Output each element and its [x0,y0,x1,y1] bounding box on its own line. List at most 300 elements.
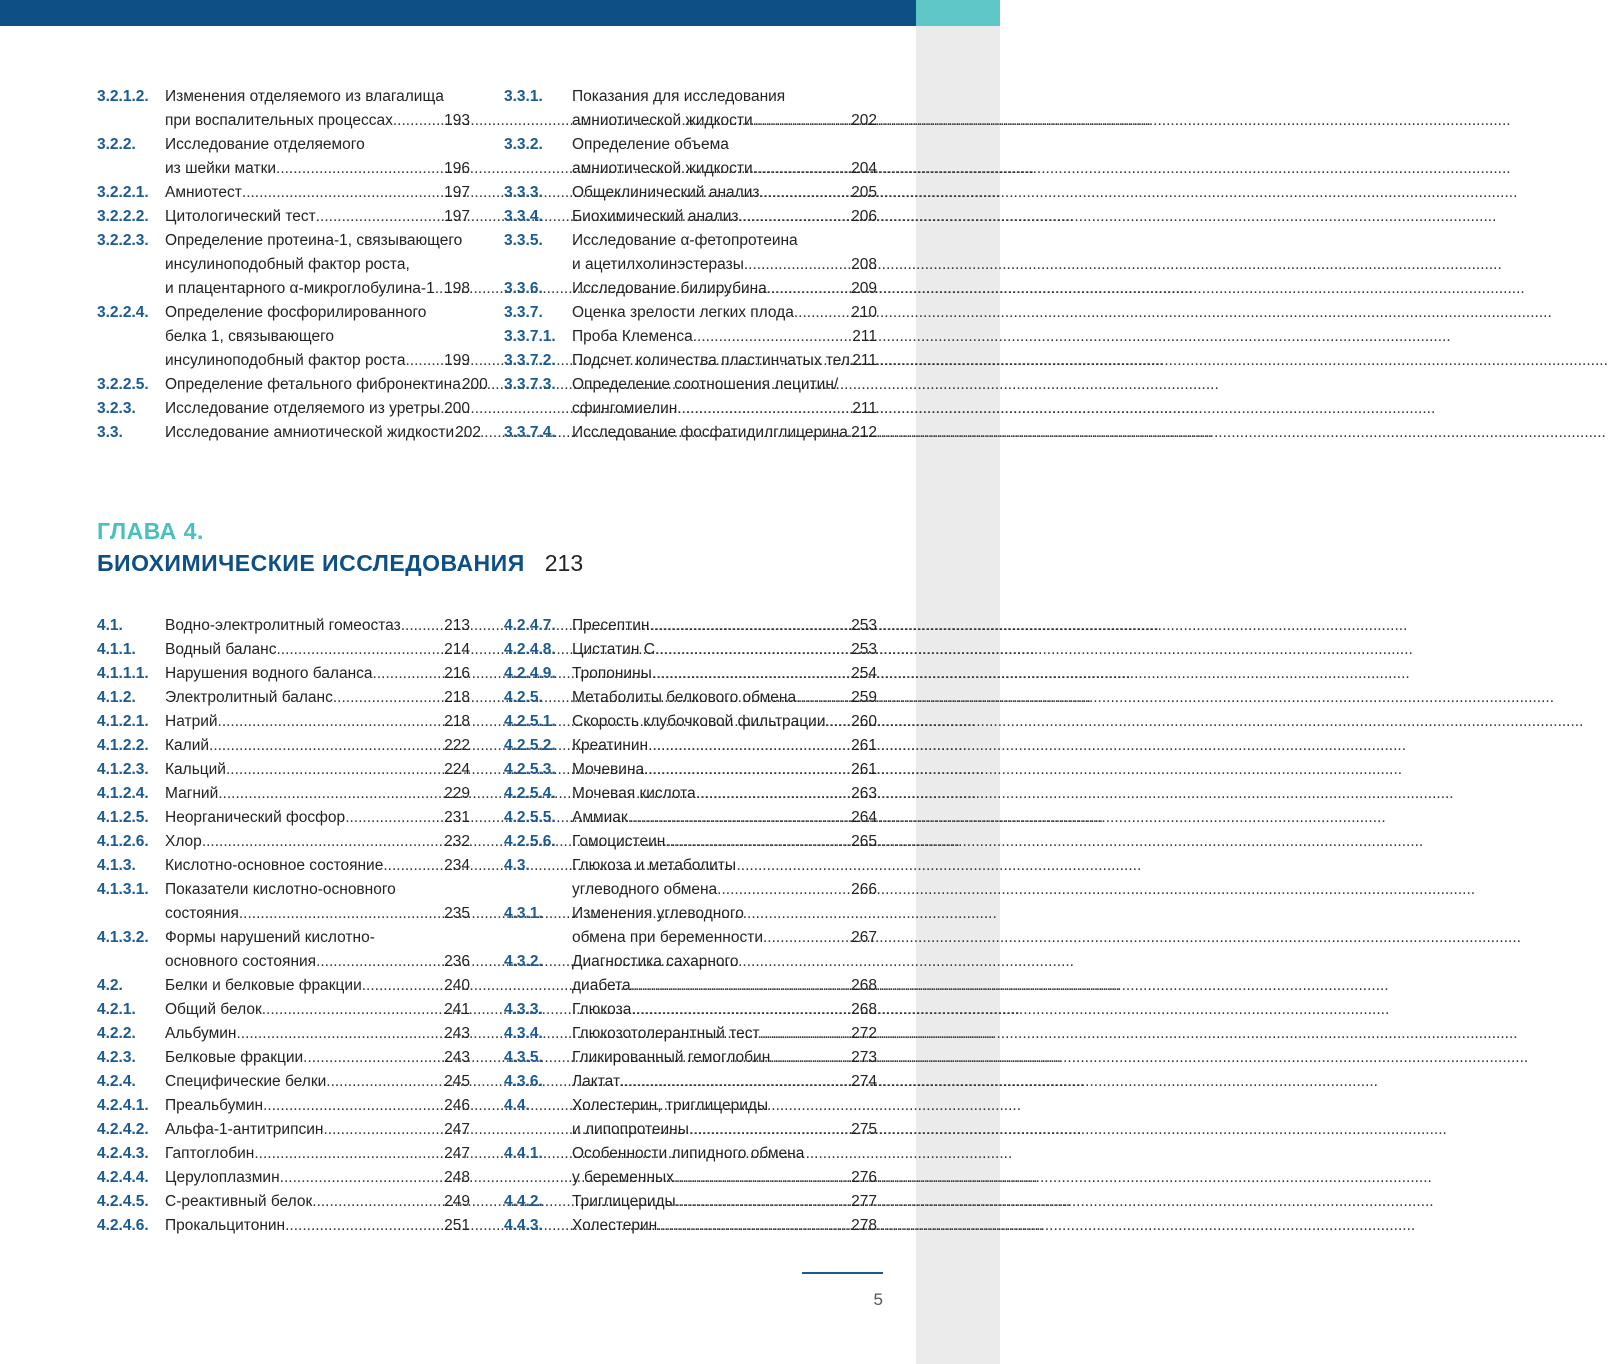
toc-entry-number: 3.2.2. [97,136,136,153]
toc-entry[interactable] [97,397,470,421]
toc-entry[interactable] [504,854,877,902]
toc-entry-page: 261 [851,761,877,778]
toc-entry[interactable] [97,686,470,710]
toc-entry-number: 4.1.2.1. [97,713,149,730]
toc-entry-number: 4.1.2.3. [97,761,149,778]
dot-leader [326,1070,443,1094]
toc-entry[interactable] [97,181,470,205]
toc-entry-page: 216 [444,665,470,682]
toc-entry-number: 4.2.4.5. [97,1193,149,1210]
dot-leader [677,397,851,421]
dot-leader [401,614,443,638]
dot-leader [303,1046,443,1070]
dot-leader [316,950,443,974]
toc-entry-page: 229 [444,785,470,802]
toc-entry-number: 4.1.2.6. [97,833,149,850]
toc-entry-title-line: обмена при беременности [572,929,763,946]
toc-entry-number: 4.2.3. [97,1049,136,1066]
dot-leader [263,1094,443,1118]
toc-entry[interactable] [97,974,470,998]
toc-entry-page: 268 [851,977,877,994]
toc-entry-title-line: Показатели кислотно-основного [165,881,396,898]
toc-entry-page: 251 [444,1217,470,1234]
toc-entry-number: 4.3.5. [504,1049,543,1066]
toc-entry-page: 272 [851,1025,877,1042]
toc-entry[interactable] [97,1142,470,1166]
dot-leader [693,325,852,349]
toc-entry-number: 4.3.6. [504,1073,543,1090]
chapter-page-number: 213 [544,550,584,576]
toc-entry-title-line: Изменения углеводного [572,905,744,922]
dot-leader [674,1166,850,1190]
toc-entry-title-line: Исследование отделяемого [165,136,365,153]
toc-entry-title-line: Метаболиты белкового обмена [572,689,797,706]
toc-entry-number: 3.3.7.3. [504,376,556,393]
toc-top-right-column [504,85,877,445]
toc-entry-title-line: Цистатин С [572,641,655,658]
toc-entry-number: 3.2.2.2. [97,208,149,225]
toc-entry-title-line: углеводного обмена [572,881,718,898]
toc-entry-number: 4.2.2. [97,1025,136,1042]
toc-entry-number: 4.2.4.2. [97,1121,149,1138]
toc-entry-page: 234 [444,857,470,874]
toc-entry-number: 4.2.5.1. [504,713,556,730]
toc-entry-number: 4.1.3.2. [97,929,149,946]
toc-entry-page: 266 [851,881,877,898]
dot-leader [242,181,443,205]
toc-entry-title-line: Водно-электролитный гомеостаз [165,617,401,634]
toc-entry[interactable] [97,878,470,926]
dot-leader [276,638,443,662]
toc-entry-page: 276 [851,1169,877,1186]
toc-entry-title-line: Креатинин [572,737,649,754]
toc-entry-page: 264 [851,809,877,826]
toc-entry-title-line: Церулоплазмин [165,1169,280,1186]
toc-entry-page: 199 [444,352,470,369]
dot-leader [696,782,850,806]
toc-entry[interactable] [504,686,877,710]
toc-entry[interactable] [504,133,877,181]
toc-entry[interactable] [97,734,470,758]
toc-entry-title-line: Исследование α-фетопротеина [572,232,798,249]
toc-entry-number: 4.3.1. [504,905,543,922]
header-bar [0,0,916,26]
toc-entry-title-line: Гликированный гемоглобин [572,1049,771,1066]
toc-entry-title-line: Аммиак [572,809,628,826]
toc-entry-page: 243 [444,1049,470,1066]
dot-leader [753,157,850,181]
toc-entry[interactable] [504,421,877,445]
toc-entry-title-line: Альбумин [165,1025,237,1042]
toc-entry-number: 3.3.7. [504,304,543,321]
toc-entry-page: 208 [851,256,877,273]
toc-entry-page: 200 [444,400,470,417]
toc-entry[interactable] [97,662,470,686]
toc-entry-title-line: Магний [165,785,219,802]
toc-entry-title-line: Формы нарушений кислотно- [165,929,375,946]
toc-entry-title-line: Оценка зрелости легких плода [572,304,794,321]
dot-leader [657,1214,850,1238]
toc-entry-title-line: Белки и белковые фракции [165,977,362,994]
toc-entry-number: 4.3. [504,857,530,874]
toc-entry-title-line: Подсчет количества пластинчатых тел [572,352,850,369]
toc-entry[interactable] [97,205,470,229]
dot-leader [770,1046,850,1070]
toc-entry-number: 4.2.5.6. [504,833,556,850]
toc-entry-page: 212 [851,424,877,441]
toc-entry-page: 245 [444,1073,470,1090]
toc-entry[interactable] [504,373,877,421]
toc-entry-page: 214 [444,641,470,658]
toc-entry-number: 4.2.5.4. [504,785,556,802]
toc-entry[interactable] [504,325,877,349]
dot-leader [202,830,443,854]
toc-entry[interactable] [504,710,877,734]
toc-entry-page: 253 [851,617,877,634]
toc-entry-page: 254 [851,665,877,682]
toc-entry-title-line: Мочевина [572,761,645,778]
toc-entry[interactable] [97,926,470,974]
dot-leader [767,277,850,301]
toc-entry-number: 3.2.3. [97,400,136,417]
toc-entry-number: 4.2.4.8. [504,641,556,658]
dot-leader [717,878,850,902]
toc-entry-title-line: и липопротеины [572,1121,689,1138]
dot-leader [631,974,850,998]
toc-entry-number: 4.1. [97,617,123,634]
toc-entry-title-line: Неорганический фосфор [165,809,346,826]
toc-entry[interactable] [97,133,470,181]
dot-leader [648,734,850,758]
toc-entry-number: 3.3.7.4. [504,424,556,441]
dot-leader [763,926,850,950]
toc-entry-page: 200 [461,376,488,393]
toc-entry-page: 218 [444,689,470,706]
toc-entry[interactable] [97,373,488,397]
toc-entry-page: 196 [444,160,470,177]
toc-entry-number: 4.1.3.1. [97,881,149,898]
dot-leader [280,1166,443,1190]
toc-entry-number: 4.2.5.3. [504,761,556,778]
toc-entry-page: 253 [851,641,877,658]
toc-entry-title-line: Тропонины [572,665,652,682]
toc-entry-title-line: Белковые фракции [165,1049,304,1066]
toc-entry-title-line: Показания для исследования [572,88,786,105]
toc-entry-title-line: и плацентарного α-микроглобулина-1 [165,280,435,297]
toc-entry-number: 3.3.3. [504,184,543,201]
toc-entry-page: 274 [851,1073,877,1090]
toc-entry[interactable] [504,1094,877,1142]
toc-top-left-column [97,85,488,445]
toc-entry-title-line: белка 1, связывающего [165,328,335,345]
toc-entry-number: 4.4.1. [504,1145,543,1162]
dot-leader [753,109,850,133]
toc-entry[interactable] [97,1214,470,1238]
toc-entry-title-line: у беременных [572,1169,674,1186]
toc-entry-title-line: Определение соотношения лецитин/ [572,376,839,393]
toc-entry[interactable] [504,806,877,830]
dot-leader [676,1190,850,1214]
toc-entry[interactable] [504,277,877,301]
toc-entry-title-line: из шейки матки [165,160,277,177]
toc-entry-title-line: Электролитный баланс [165,689,333,706]
toc-entry-page: 248 [444,1169,470,1186]
toc-entry-title-line: и ацетилхолинэстеразы [572,256,744,273]
toc-entry-number: 4.4.2. [504,1193,543,1210]
toc-entry-number: 4.2.5. [504,689,543,706]
toc-entry-title-line: Преальбумин [165,1097,264,1114]
dot-leader [760,1022,850,1046]
dot-leader [435,277,443,301]
toc-entry[interactable] [97,1094,470,1118]
toc-entry[interactable] [504,229,877,277]
dot-leader [373,662,444,686]
dot-leader [254,1142,443,1166]
toc-entry-page: 205 [851,184,877,201]
dot-leader [825,710,850,734]
chapter-title: БИОХИМИЧЕСКИЕ ИССЛЕДОВАНИЯ [97,550,525,576]
toc-entry-number: 3.3.4. [504,208,543,225]
toc-entry-number: 3.3.7.1. [504,328,556,345]
toc-entry-title-line: состояния [165,905,239,922]
toc-entry[interactable] [504,205,877,229]
dot-leader [218,710,444,734]
toc-entry-page: 231 [444,809,470,826]
toc-entry-page: 247 [444,1145,470,1162]
toc-entry-page: 198 [444,280,470,297]
toc-entry[interactable] [504,181,877,205]
dot-leader [239,902,443,926]
toc-entry-page: 249 [444,1193,470,1210]
toc-entry-title-line: Гаптоглобин [165,1145,255,1162]
dot-leader [262,998,443,1022]
toc-entry[interactable] [97,710,470,734]
toc-entry[interactable] [97,998,470,1022]
toc-entry-title-line: Альфа-1-антитрипсин [165,1121,324,1138]
toc-entry-number: 4.1.1. [97,641,136,658]
toc-entry-number: 4.1.2.4. [97,785,149,802]
toc-entry-page: 247 [444,1121,470,1138]
toc-entry-title-line: Изменения отделяемого из влагалища [165,88,444,105]
toc-entry-page: 259 [851,689,877,706]
toc-entry[interactable] [504,301,877,325]
dot-leader [362,974,443,998]
toc-entry-page: 202 [851,112,877,129]
toc-entry-page: 240 [444,977,470,994]
toc-entry-title-line: Калий [165,737,210,754]
toc-entry-title-line: инсулиноподобный фактор роста, [165,256,410,273]
chapter-heading [97,550,583,577]
toc-entry-page: 263 [851,785,877,802]
toc-entry-title-line: Исследование отделяемого из уретры [165,400,441,417]
toc-entry-title-line: Водный баланс [165,641,277,658]
toc-entry[interactable] [504,638,877,662]
toc-entry[interactable] [97,758,470,782]
toc-entry-number: 3.2.2.1. [97,184,149,201]
toc-entry-title-line: Проба Клеменса [572,328,693,345]
toc-entry[interactable] [504,782,877,806]
toc-entry-title-line: Особенности липидного обмена [572,1145,805,1162]
toc-entry-title-line: Специфические белки [165,1073,327,1090]
toc-entry-number: 4.2.5.2. [504,737,556,754]
dot-leader [628,806,850,830]
toc-entry[interactable] [504,1190,877,1214]
toc-entry-page: 268 [851,1001,877,1018]
dot-leader [631,998,850,1022]
toc-entry[interactable] [97,782,470,806]
toc-bottom-left-column [97,614,470,1238]
toc-entry-number: 3.2.2.5. [97,376,149,393]
toc-entry-number: 4.2.4.4. [97,1169,149,1186]
toc-entry-title-line: Лактат [572,1073,621,1090]
dot-leader [738,205,850,229]
toc-entry-page: 265 [851,833,877,850]
toc-entry-title-line: Исследование фосфатидилглицерина [572,424,848,441]
toc-entry-number: 4.2.4.3. [97,1145,149,1162]
toc-entry-page: 246 [444,1097,470,1114]
toc-entry-page: 260 [851,713,877,730]
toc-entry[interactable] [504,734,877,758]
dot-leader [393,109,443,133]
toc-entry-page: 222 [444,737,470,754]
dot-leader [285,1214,443,1238]
page-number: 5 [873,1290,883,1309]
toc-bottom-right-column [504,614,877,1238]
toc-entry-number: 4.3.3. [504,1001,543,1018]
toc-entry-title-line: Определение фетального фибронектина [165,376,461,393]
toc-entry[interactable] [504,902,877,950]
toc-entry[interactable] [97,1166,470,1190]
toc-entry[interactable] [504,1214,877,1238]
toc-entry-title-line: Кальций [165,761,226,778]
toc-entry-title-line: Мочевая кислота [572,785,696,802]
toc-entry-title-line: Холестерин [572,1217,658,1234]
toc-entry[interactable] [504,614,877,638]
toc-entry[interactable] [97,1070,470,1094]
toc-entry-number: 3.3.5. [504,232,543,249]
dot-leader [236,1022,443,1046]
toc-entry-number: 3.3.1. [504,88,543,105]
toc-entry[interactable] [97,421,482,445]
dot-leader [276,157,443,181]
toc-entry-number: 3.2.2.3. [97,232,149,249]
toc-entry-title-line: Холестерин, триглицериды [572,1097,769,1114]
toc-entry-page: 210 [851,304,877,321]
toc-entry-title-line: Хлор [165,833,202,850]
toc-entry[interactable] [504,349,877,373]
toc-entry[interactable] [97,1046,470,1070]
toc-entry-page: 202 [455,424,482,441]
dot-leader [323,1118,443,1142]
toc-entry-number: 3.3.6. [504,280,543,297]
toc-entry-title-line: сфингомиелин [572,400,678,417]
toc-entry-title-line: Биохимический анализ [572,208,739,225]
toc-entry[interactable] [504,998,877,1022]
toc-entry[interactable] [97,1022,470,1046]
toc-entry-number: 4.2.1. [97,1001,136,1018]
toc-entry-number: 3.2.2.4. [97,304,149,321]
toc-entry[interactable] [504,1046,877,1070]
toc-entry-number: 3.3.2. [504,136,543,153]
toc-entry-page: 213 [444,617,470,634]
chapter-label: ГЛАВА 4. [97,518,204,544]
toc-entry[interactable] [97,229,470,301]
toc-entry[interactable] [97,638,470,662]
dot-leader [655,638,850,662]
toc-entry[interactable] [504,1070,877,1094]
toc-entry[interactable] [97,1118,470,1142]
toc-entry[interactable] [97,614,470,638]
toc-entry[interactable] [97,85,470,133]
toc-entry-number: 4.2.4.1. [97,1097,149,1114]
dot-leader [316,205,443,229]
toc-entry-title-line: Прокальцитонин [165,1217,286,1234]
toc-entry[interactable] [97,806,470,830]
toc-entry-title-line: Исследование билирубина [572,280,767,297]
toc-entry-title-line: Определение протеина-1, связывающего [165,232,463,249]
header-accent-block [916,0,1000,26]
toc-entry[interactable] [97,1190,470,1214]
dot-leader [620,1070,850,1094]
toc-entry[interactable] [504,1022,877,1046]
toc-entry-page: 235 [444,905,470,922]
toc-entry-title-line: С-реактивный белок [165,1193,313,1210]
dot-leader [796,686,850,710]
dot-leader [744,253,850,277]
toc-entry-number: 4.4. [504,1097,530,1114]
toc-entry-number: 3.2.1.2. [97,88,149,105]
dot-leader [794,301,850,325]
toc-entry-number: 4.1.2.5. [97,809,149,826]
toc-entry-number: 4.1.3. [97,857,136,874]
toc-entry-title-line: Диагностика сахарного [572,953,739,970]
toc-entry[interactable] [504,758,877,782]
dot-leader [759,181,850,205]
toc-entry[interactable] [97,854,470,878]
toc-entry-page: 209 [851,280,877,297]
toc-entry[interactable] [504,1142,877,1190]
toc-entry[interactable] [504,830,877,854]
toc-entry[interactable] [97,830,470,854]
toc-entry-number: 4.1.1.1. [97,665,149,682]
toc-entry-page: 261 [851,737,877,754]
toc-entry-title-line: основного состояния [165,953,317,970]
dot-leader [312,1190,443,1214]
toc-entry-page: 193 [444,112,470,129]
toc-entry-title-line: Нарушения водного баланса [165,665,373,682]
toc-entry-number: 3.3. [97,424,123,441]
toc-entry-page: 224 [444,761,470,778]
toc-entry-number: 4.2.5.5. [504,809,556,826]
toc-entry[interactable] [504,662,877,686]
toc-entry-title-line: Кислотно-основное состояние [165,857,384,874]
dot-leader [218,782,443,806]
dot-leader [345,806,443,830]
toc-entry-number: 4.4.3. [504,1217,543,1234]
toc-entry-title-line: инсулиноподобный фактор роста [165,352,406,369]
toc-entry-page: 211 [852,352,877,369]
toc-entry-page: 277 [851,1193,877,1210]
toc-entry-title-line: Глюкоза [572,1001,632,1018]
dot-leader [649,614,850,638]
dot-leader [644,758,850,782]
toc-entry[interactable] [504,85,877,133]
toc-entry-page: 197 [444,184,470,201]
toc-entry[interactable] [504,950,877,998]
toc-entry-number: 4.2.4.7. [504,617,556,634]
toc-entry-title-line: диабета [572,977,631,994]
toc-entry[interactable] [97,301,470,373]
